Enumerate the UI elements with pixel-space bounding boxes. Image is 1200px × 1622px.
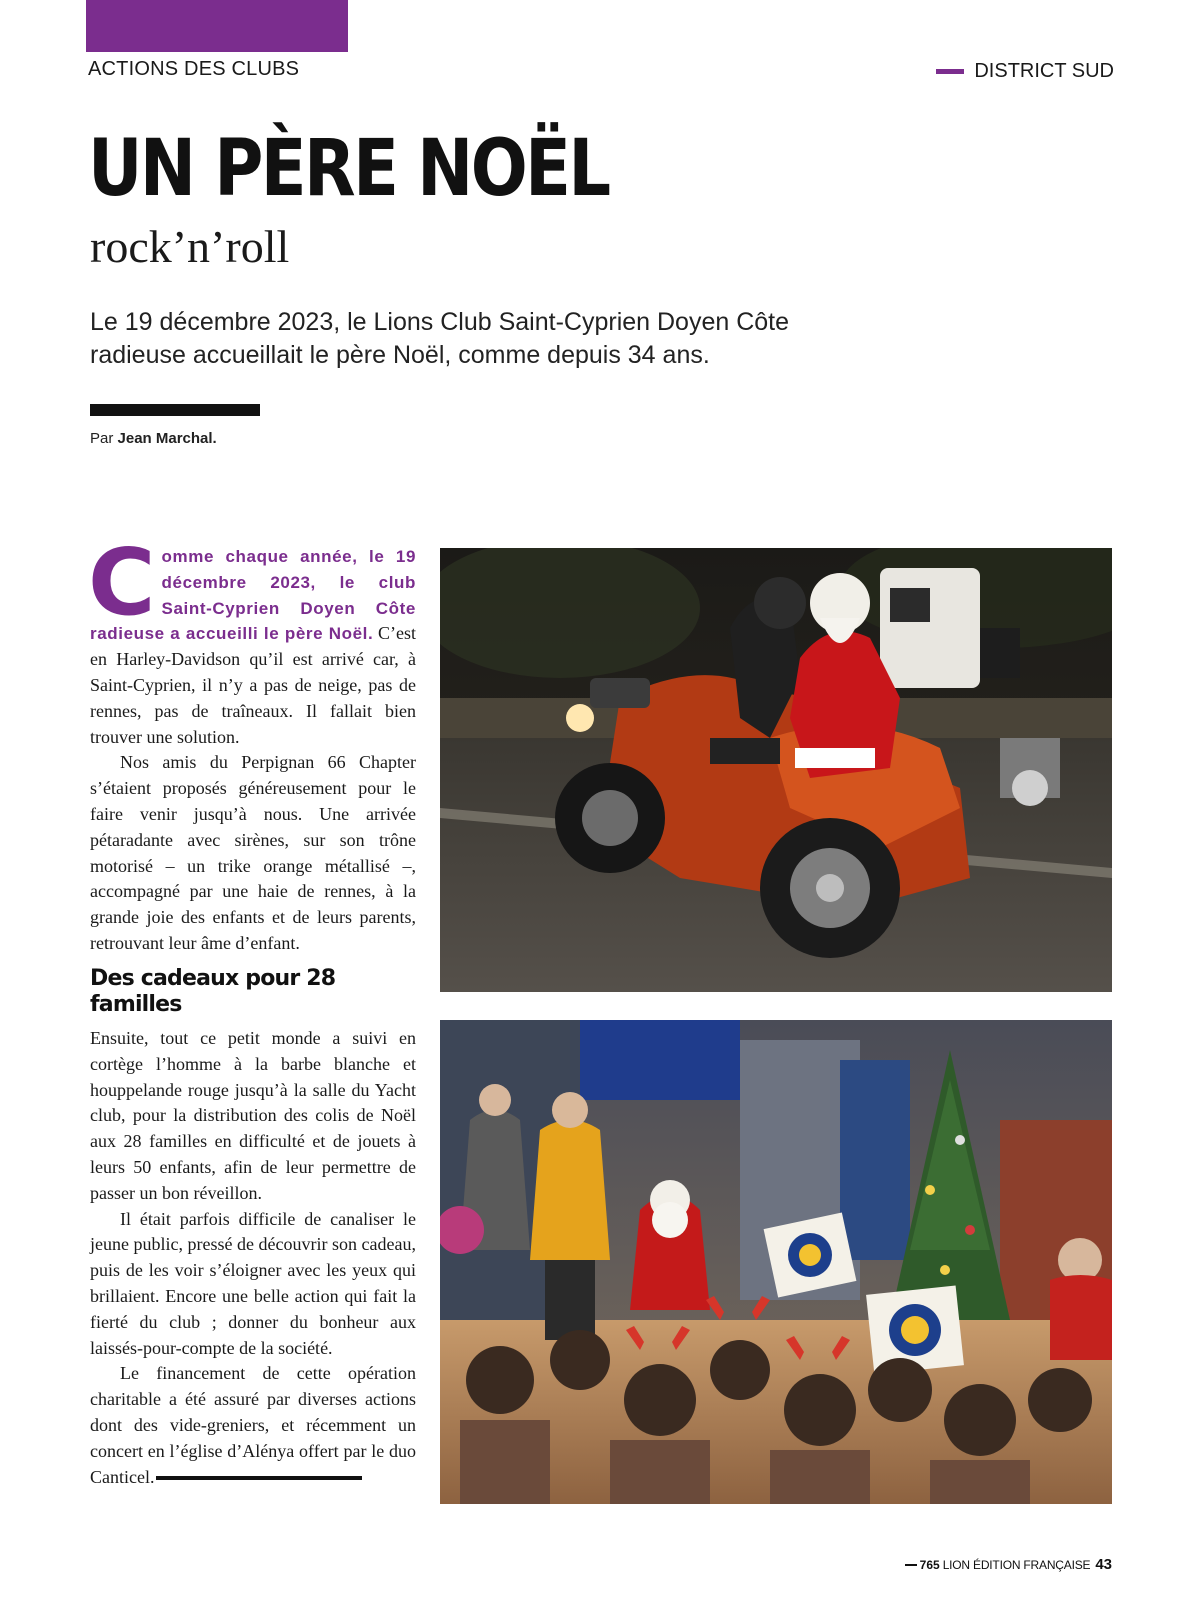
paragraph-5-text: Le financement de cette opération charitable a été assuré par diverses actions dont des vide-greniers, et récemment un concert en l’église d’Alénya offert par le duo Canticel.	[90, 1363, 416, 1487]
santa-on-trike-photo	[440, 548, 1112, 992]
byline-prefix: Par	[90, 430, 114, 447]
santa-with-children-photo	[440, 1020, 1112, 1504]
district-label	[936, 60, 1114, 83]
dropcap: C	[88, 529, 156, 636]
paragraph-5	[90, 1361, 416, 1490]
paragraph-3: Ensuite, tout ce petit monde a suivi en cortège l’homme à la barbe blanche et houppelande rouge jusqu’à la salle du Yacht club, pour la distribution des colis de Noël aux 28 familles en difficulté et de jouets à leurs 50 enfants, afin de leur permettre de passer un bon réveillon.	[90, 1028, 416, 1203]
paragraph-2: Nos amis du Perpignan 66 Chapter s’étaient proposés généreusement pour le faire venir jusqu’à nous. Une arrivée pétaradante avec sirènes, sur son trône motorisé – un trike orange métallisé –, accompagné par une haie de rennes, à la grande joie des enfants et de leurs parents, retrouvant leur âme d’enfant.	[90, 752, 416, 953]
article-title: UN PÈRE NOËL	[88, 124, 609, 214]
district-dash	[936, 69, 964, 74]
section-label: ACTIONS DES CLUBS	[88, 58, 300, 80]
byline	[90, 430, 217, 447]
article-end-mark	[156, 1476, 362, 1480]
intro-rest: C’est en Harley-Davidson qu’il est arrivé car, à Saint-Cyprien, il n’y a pas de neige, pas de rennes, pas de traîneaux. Il fallait bien trouver une solution.	[90, 623, 417, 747]
santa-on-trike-illustration	[440, 548, 1112, 992]
district-text: DISTRICT SUD	[974, 60, 1114, 82]
page-number: 43	[1095, 1556, 1112, 1573]
top-accent-bar	[86, 0, 348, 52]
article-column-1	[88, 529, 417, 957]
paragraph-4: Il était parfois difficile de canaliser le jeune public, pressé de découvrir son cadeau, puis de les voir s’éloigner avec les yeux qui brillaient. Encore une belle action qui fait la fierté du club ; donner du bonheur aux laissés-pour-compte de la société.	[90, 1208, 416, 1358]
article-subhead: Des cadeaux pour 28 familles	[90, 966, 336, 1017]
article-column-2	[90, 1026, 416, 1490]
intro-lead-in: omme chaque année, le 19 décembre 2023, le club Saint-Cyprien Doyen Côte radieuse a accueilli le père Noël.	[90, 547, 416, 644]
santa-with-children-illustration	[440, 1020, 1112, 1504]
intro-paragraph	[88, 529, 417, 750]
article-subtitle: rock’n’roll	[90, 221, 290, 272]
footer-dash	[905, 1564, 917, 1566]
lead-rule	[90, 404, 260, 416]
page-footer	[905, 1556, 1112, 1573]
article-lead: Le 19 décembre 2023, le Lions Club Saint-Cyprien Doyen Côte radieuse accueillait le père Noël, comme depuis 34 ans.	[90, 308, 790, 369]
publication-name: LION ÉDITION FRANÇAISE	[942, 1558, 1091, 1572]
issue-number: 765	[919, 1558, 940, 1572]
byline-author: Jean Marchal.	[117, 430, 217, 447]
